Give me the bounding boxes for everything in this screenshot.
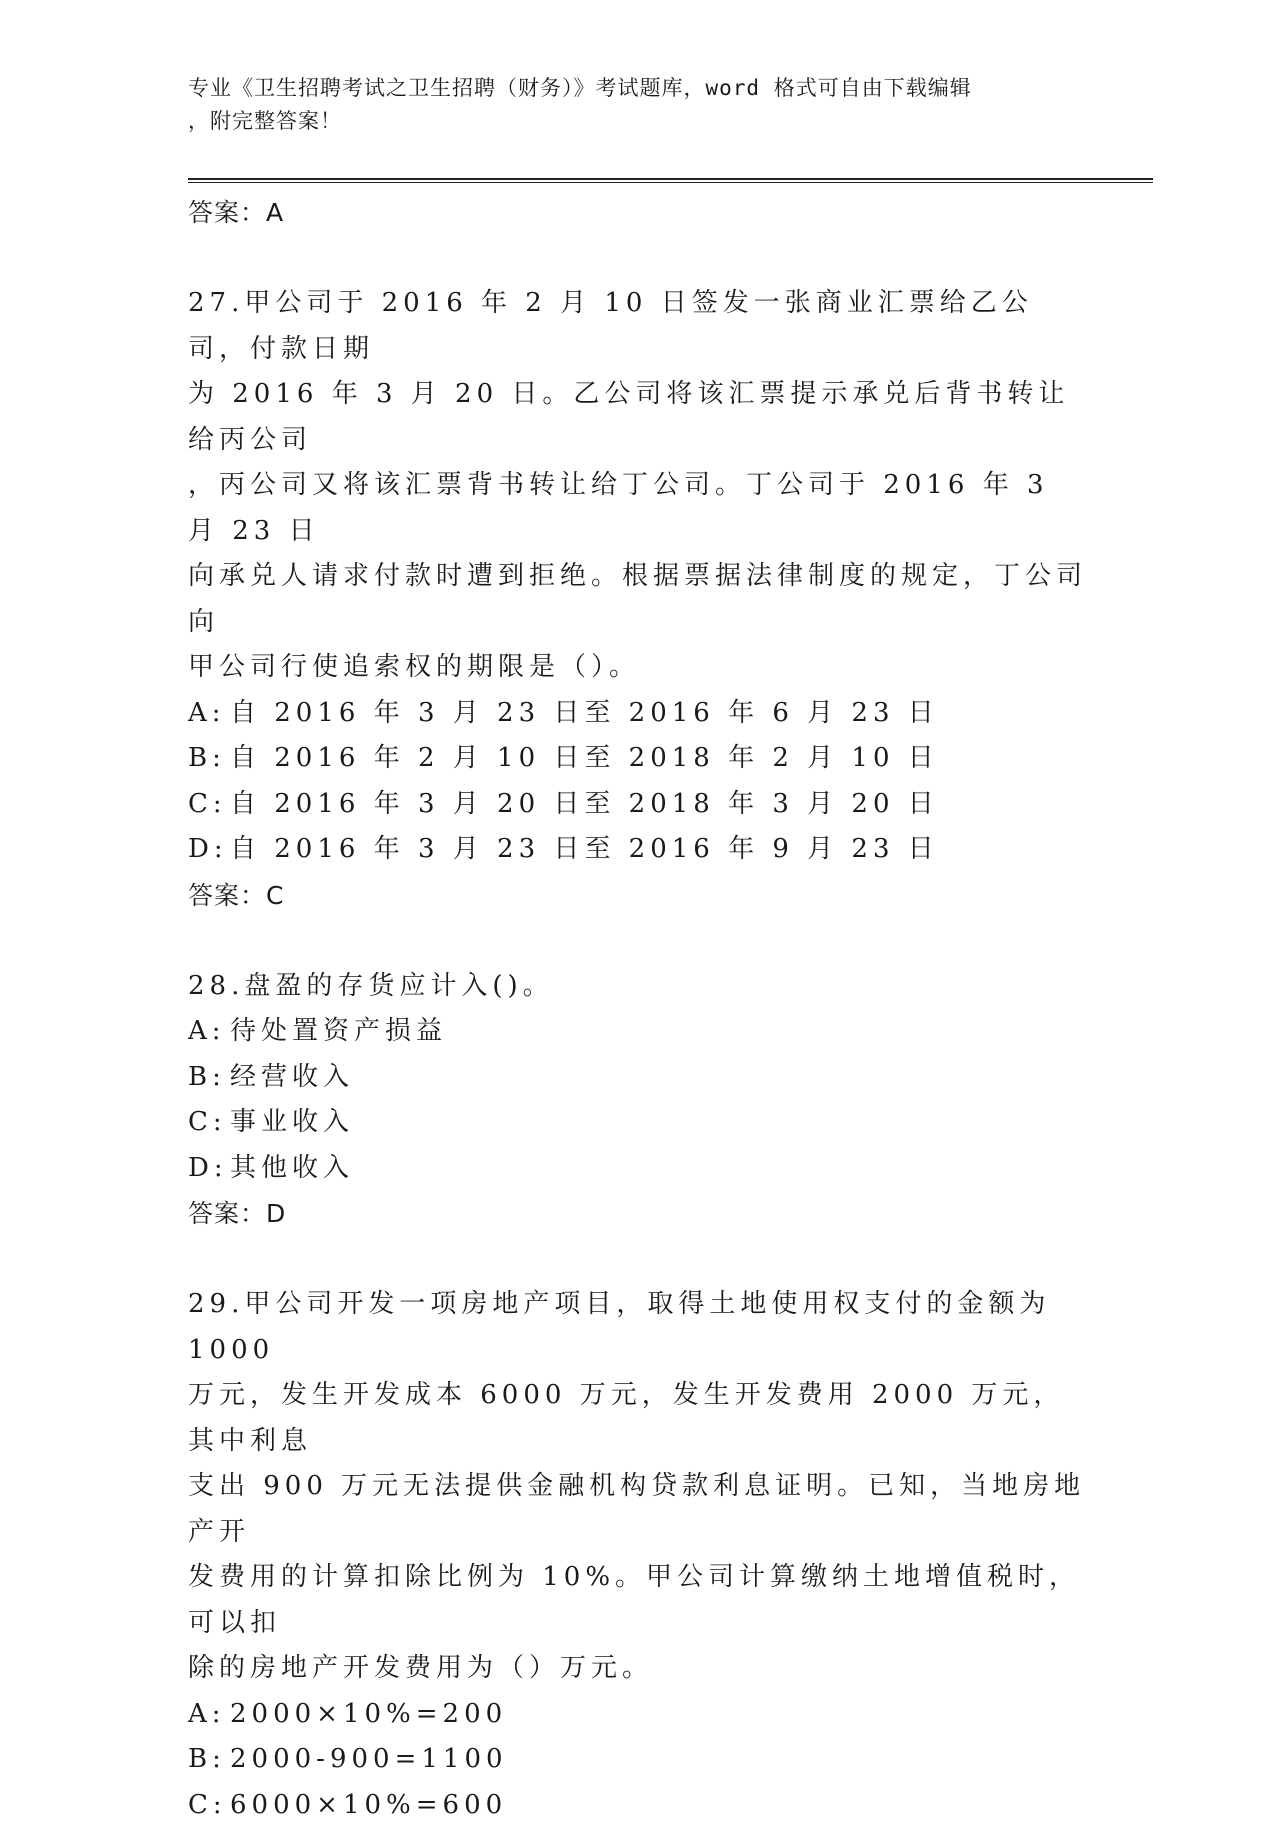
answer-line-prev bbox=[188, 190, 1088, 236]
option-letter: A: bbox=[188, 1009, 230, 1055]
question-stem-line: 向承兑人请求付款时遭到拒绝。根据票据法律制度的规定，丁公司向 bbox=[188, 554, 1088, 645]
option-text: 事业收入 bbox=[230, 1107, 354, 1137]
option-letter: C: bbox=[188, 782, 230, 828]
page-header bbox=[188, 72, 1088, 138]
option-letter: A: bbox=[188, 691, 230, 737]
option-text: 自 2016 年 3 月 23 日至 2016 年 6 月 23 日 bbox=[230, 698, 939, 728]
question-28 bbox=[188, 964, 1088, 1238]
answer-value: A bbox=[266, 198, 284, 227]
option-letter: B: bbox=[188, 1737, 230, 1783]
option-a bbox=[188, 1692, 1088, 1738]
option-a bbox=[188, 691, 1088, 737]
option-text: 经营收入 bbox=[230, 1062, 354, 1092]
option-text: 待处置资产损益 bbox=[230, 1016, 447, 1046]
question-29 bbox=[188, 1282, 1088, 1828]
option-letter: C: bbox=[188, 1100, 230, 1146]
option-letter: B: bbox=[188, 736, 230, 782]
option-text: 2000×10%=200 bbox=[230, 1699, 507, 1729]
option-text: 自 2016 年 2 月 10 日至 2018 年 2 月 10 日 bbox=[230, 743, 939, 773]
option-d bbox=[188, 827, 1088, 873]
answer-value: D bbox=[266, 1199, 286, 1228]
answer-value: C bbox=[266, 881, 284, 910]
header-line-1: 专业《卫生招聘考试之卫生招聘（财务）》考试题库，word 格式可自由下载编辑 bbox=[188, 72, 1088, 105]
answer-line bbox=[188, 1191, 1088, 1237]
option-letter: D: bbox=[188, 827, 230, 873]
question-stem-line: 发费用的计算扣除比例为 10%。甲公司计算缴纳土地增值税时，可以扣 bbox=[188, 1555, 1088, 1646]
answer-label: 答案： bbox=[188, 198, 266, 227]
option-d bbox=[188, 1146, 1088, 1192]
question-stem-line: 28.盘盈的存货应计入()。 bbox=[188, 964, 1088, 1010]
question-stem-line: 为 2016 年 3 月 20 日。乙公司将该汇票提示承兑后背书转让给丙公司 bbox=[188, 372, 1088, 463]
option-c bbox=[188, 1783, 1088, 1828]
answer-line bbox=[188, 873, 1088, 919]
option-b bbox=[188, 1055, 1088, 1101]
option-text: 2000-900=1100 bbox=[230, 1744, 508, 1774]
answer-label: 答案： bbox=[188, 1199, 266, 1228]
question-27 bbox=[188, 281, 1088, 919]
document-body bbox=[188, 190, 1088, 1828]
option-b bbox=[188, 736, 1088, 782]
option-letter: C: bbox=[188, 1783, 230, 1828]
option-text: 自 2016 年 3 月 23 日至 2016 年 9 月 23 日 bbox=[230, 834, 939, 864]
question-stem-line: 27.甲公司于 2016 年 2 月 10 日签发一张商业汇票给乙公司，付款日期 bbox=[188, 281, 1088, 372]
option-c bbox=[188, 782, 1088, 828]
header-line-2: ，附完整答案！ bbox=[188, 105, 1088, 138]
question-stem-line: ，丙公司又将该汇票背书转让给丁公司。丁公司于 2016 年 3 月 23 日 bbox=[188, 463, 1088, 554]
option-text: 6000×10%=600 bbox=[230, 1790, 507, 1820]
question-stem-line: 万元，发生开发成本 6000 万元，发生开发费用 2000 万元，其中利息 bbox=[188, 1373, 1088, 1464]
option-a bbox=[188, 1009, 1088, 1055]
question-stem-line: 除的房地产开发费用为（）万元。 bbox=[188, 1646, 1088, 1692]
option-letter: A: bbox=[188, 1692, 230, 1738]
answer-label: 答案： bbox=[188, 881, 266, 910]
option-b bbox=[188, 1737, 1088, 1783]
header-rule bbox=[188, 178, 1153, 183]
option-text: 其他收入 bbox=[230, 1153, 354, 1183]
question-stem-line: 支出 900 万元无法提供金融机构贷款利息证明。已知，当地房地产开 bbox=[188, 1464, 1088, 1555]
option-c bbox=[188, 1100, 1088, 1146]
option-letter: B: bbox=[188, 1055, 230, 1101]
question-stem-line: 甲公司行使追索权的期限是（）。 bbox=[188, 645, 1088, 691]
question-stem-line: 29.甲公司开发一项房地产项目，取得土地使用权支付的金额为 1000 bbox=[188, 1282, 1088, 1373]
option-letter: D: bbox=[188, 1146, 230, 1192]
option-text: 自 2016 年 3 月 20 日至 2018 年 3 月 20 日 bbox=[230, 789, 939, 819]
